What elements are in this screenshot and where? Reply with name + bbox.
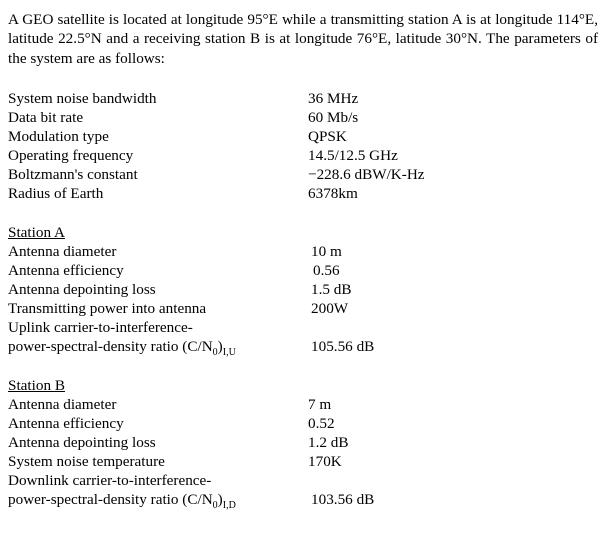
ratio-text: power-spectral-density ratio (C/N xyxy=(8,338,213,355)
param-row xyxy=(8,89,604,108)
param-label: System noise bandwidth xyxy=(8,90,157,107)
param-row xyxy=(8,165,604,184)
param-label: Antenna depointing loss xyxy=(8,434,156,451)
station-b-heading: Station B xyxy=(8,377,65,394)
param-value: 6378km xyxy=(308,185,358,202)
ratio-subscript: I,U xyxy=(222,347,236,358)
param-row xyxy=(8,490,604,509)
param-label: Antenna efficiency xyxy=(8,262,124,279)
param-value: −228.6 dBW/K-Hz xyxy=(308,166,425,183)
downlink-ratio-label: Downlink carrier-to-interference- xyxy=(8,472,212,489)
param-row xyxy=(8,337,604,356)
param-value: 0.56 xyxy=(313,262,340,279)
station-b-heading-row xyxy=(8,376,604,395)
ratio-label-line xyxy=(8,471,604,490)
param-row xyxy=(8,261,604,280)
param-value: 200W xyxy=(311,300,349,317)
downlink-ratio-value: 103.56 dB xyxy=(311,491,375,508)
param-label: Modulation type xyxy=(8,128,109,145)
param-row xyxy=(8,395,604,414)
station-a-heading-row xyxy=(8,223,604,242)
param-value: QPSK xyxy=(308,128,347,145)
ratio-subscript-n: 0 xyxy=(212,500,218,511)
param-row xyxy=(8,146,604,165)
param-row xyxy=(8,108,604,127)
param-row xyxy=(8,242,604,261)
param-value: 10 m xyxy=(311,243,342,260)
param-value: 1.5 dB xyxy=(311,281,352,298)
uplink-ratio-label: Uplink carrier-to-interference- xyxy=(8,319,193,336)
downlink-ratio-label-cont xyxy=(8,490,236,509)
param-label: Antenna efficiency xyxy=(8,415,124,432)
param-label: Radius of Earth xyxy=(8,185,104,202)
param-value: 36 MHz xyxy=(308,90,359,107)
param-label: Antenna depointing loss xyxy=(8,281,156,298)
param-value: 0.52 xyxy=(308,415,335,432)
param-row xyxy=(8,452,604,471)
param-label: Boltzmann's constant xyxy=(8,166,138,183)
param-label: System noise temperature xyxy=(8,453,165,470)
param-label: Data bit rate xyxy=(8,109,84,126)
param-value: 170K xyxy=(308,453,342,470)
ratio-close: ) xyxy=(217,338,223,355)
ratio-close: ) xyxy=(217,491,223,508)
param-row xyxy=(8,433,604,452)
param-value: 60 Mb/s xyxy=(308,109,359,126)
param-value: 1.2 dB xyxy=(308,434,349,451)
ratio-text: power-spectral-density ratio (C/N xyxy=(8,491,213,508)
param-label: Antenna diameter xyxy=(8,243,117,260)
ratio-subscript: I,D xyxy=(222,500,236,511)
param-label: Antenna diameter xyxy=(8,396,117,413)
station-a-heading: Station A xyxy=(8,224,65,241)
param-row xyxy=(8,414,604,433)
ratio-subscript-n: 0 xyxy=(212,347,218,358)
param-label: Operating frequency xyxy=(8,147,134,164)
param-row xyxy=(8,299,604,318)
uplink-ratio-value: 105.56 dB xyxy=(311,338,375,355)
ratio-label-line xyxy=(8,318,604,337)
uplink-ratio-label-cont xyxy=(8,337,236,356)
param-row xyxy=(8,184,604,203)
param-label: Transmitting power into antenna xyxy=(8,300,207,317)
param-row xyxy=(8,280,604,299)
param-row xyxy=(8,127,604,146)
param-value: 7 m xyxy=(308,396,332,413)
param-value: 14.5/12.5 GHz xyxy=(308,147,398,164)
problem-statement: A GEO satellite is located at longitude 95°E while a transmitting station A is at longitude 114°E, latitude 22.5°N and a receiving station B is at longitude 76°E, latitude 30°N. The parameters of the system are as follows: xyxy=(8,11,598,67)
